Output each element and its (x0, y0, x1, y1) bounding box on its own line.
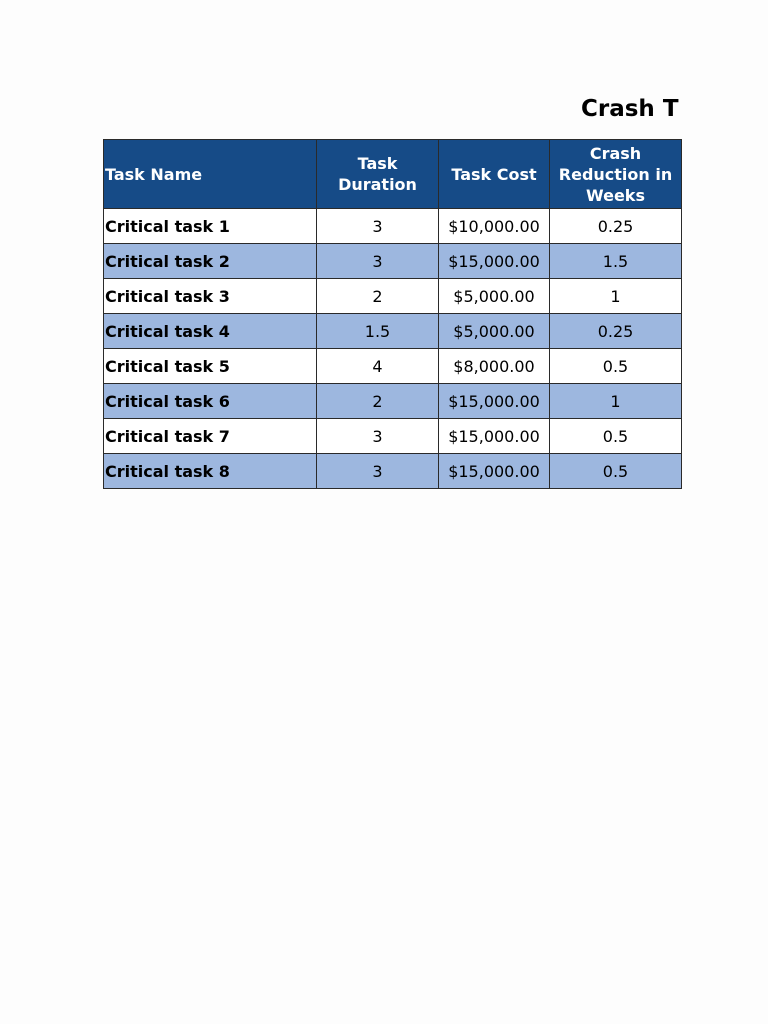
table-row (104, 384, 682, 419)
crash-reduction-cell: 1.5 (550, 244, 682, 279)
table-row (104, 279, 682, 314)
task-duration-cell: 3 (317, 244, 439, 279)
table-row (104, 314, 682, 349)
task-duration-cell: 2 (317, 384, 439, 419)
crash-reduction-cell: 1 (550, 279, 682, 314)
crash-reduction-cell: 1 (550, 384, 682, 419)
task-duration-cell: 3 (317, 454, 439, 489)
task-name-cell: Critical task 4 (104, 314, 317, 349)
task-duration-cell: 3 (317, 419, 439, 454)
task-cost-cell: $8,000.00 (439, 349, 550, 384)
table-row (104, 209, 682, 244)
task-name-cell: Critical task 2 (104, 244, 317, 279)
task-cost-cell: $15,000.00 (439, 454, 550, 489)
crash-reduction-cell: 0.5 (550, 419, 682, 454)
header-task-name: Task Name (104, 140, 317, 209)
task-cost-cell: $5,000.00 (439, 314, 550, 349)
crash-table (103, 139, 682, 489)
crash-reduction-cell: 0.5 (550, 349, 682, 384)
task-duration-cell: 3 (317, 209, 439, 244)
table-row (104, 349, 682, 384)
task-name-cell: Critical task 1 (104, 209, 317, 244)
task-cost-cell: $15,000.00 (439, 384, 550, 419)
task-name-cell: Critical task 6 (104, 384, 317, 419)
task-cost-cell: $15,000.00 (439, 419, 550, 454)
header-task-cost: Task Cost (439, 140, 550, 209)
page-title: Crash T (581, 96, 679, 122)
task-duration-cell: 1.5 (317, 314, 439, 349)
task-name-cell: Critical task 5 (104, 349, 317, 384)
table-row (104, 454, 682, 489)
crash-reduction-cell: 0.25 (550, 209, 682, 244)
crash-reduction-cell: 0.25 (550, 314, 682, 349)
task-name-cell: Critical task 7 (104, 419, 317, 454)
task-duration-cell: 2 (317, 279, 439, 314)
header-task-duration: Task Duration (317, 140, 439, 209)
task-cost-cell: $5,000.00 (439, 279, 550, 314)
table-row (104, 244, 682, 279)
table-row (104, 419, 682, 454)
task-name-cell: Critical task 3 (104, 279, 317, 314)
task-duration-cell: 4 (317, 349, 439, 384)
task-cost-cell: $10,000.00 (439, 209, 550, 244)
task-name-cell: Critical task 8 (104, 454, 317, 489)
crash-reduction-cell: 0.5 (550, 454, 682, 489)
task-cost-cell: $15,000.00 (439, 244, 550, 279)
table-header-row (104, 140, 682, 209)
header-crash-reduction: Crash Reduction in Weeks (550, 140, 682, 209)
